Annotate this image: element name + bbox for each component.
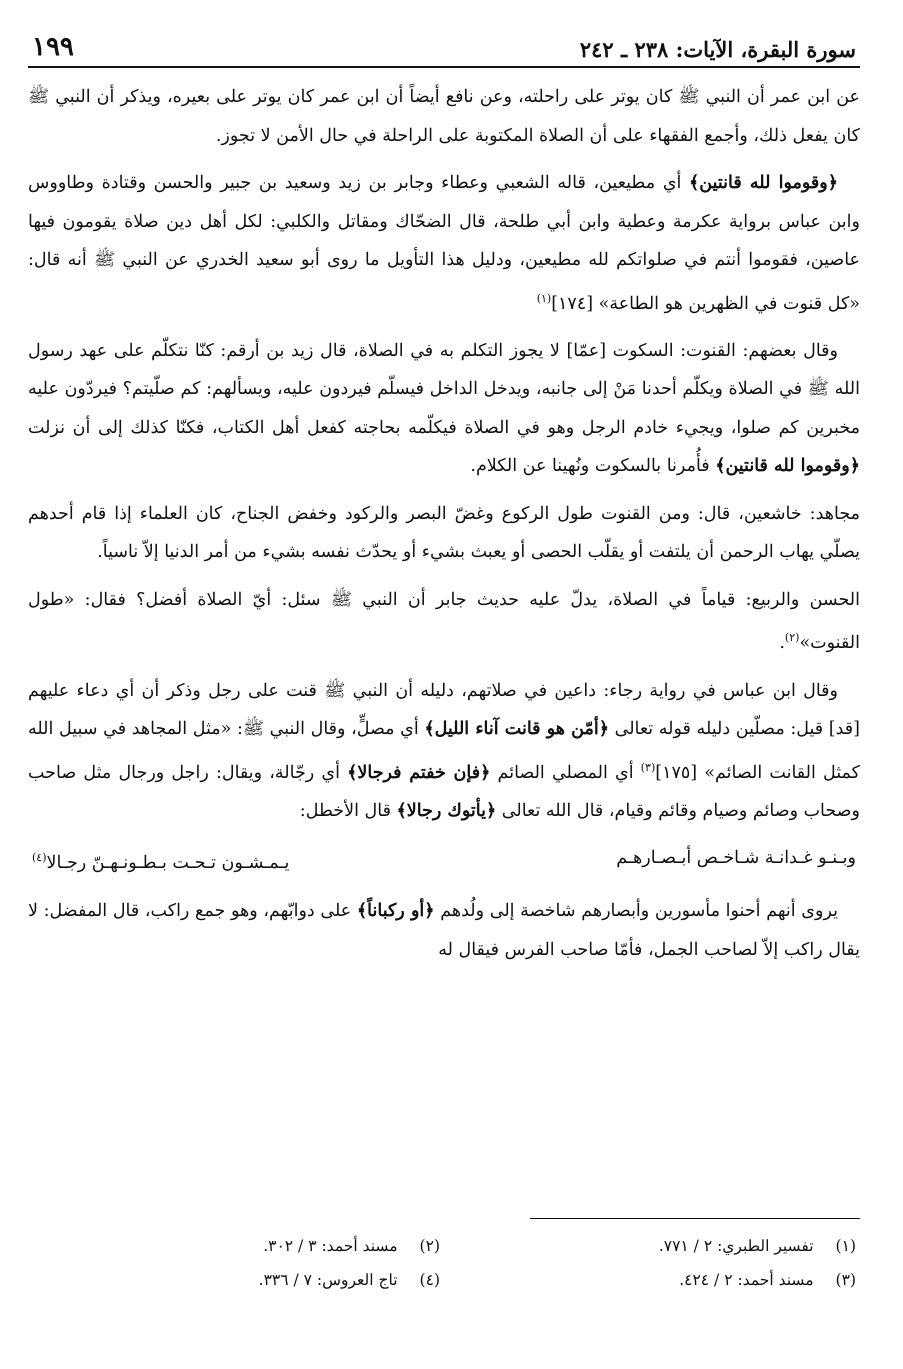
footnote-number: (٤)	[419, 1271, 440, 1289]
paragraph-text: فأُمرنا بالسكوت ونُهينا عن الكلام.	[470, 456, 716, 477]
footnote-1	[444, 1232, 860, 1260]
page-number: ١٩٩	[32, 32, 74, 62]
verse-hemistich-1: وبـنـو غـدانـة شـاخـص أبـصـارهـم	[616, 848, 856, 869]
paragraph-5	[28, 581, 860, 663]
paragraph-1	[28, 78, 860, 155]
quran-quote: ﴿يأتوك رجالا﴾	[396, 800, 497, 821]
paragraph-2	[28, 164, 860, 323]
paragraph-4	[28, 495, 860, 572]
paragraph-6	[28, 672, 860, 831]
paragraph-text: عن ابن عمر أن النبي ﷺ كان يوتر على راحلته، وعن نافع أيضاً أن ابن عمر كان يوتر على بعيره، ويذكر أن النبي ﷺ كان يفعل ذلك، وأجمع الفقهاء على أن الصلاة المكتوبة على الراحلة في حال الأمن لا تجوز.	[28, 87, 860, 146]
verse-hemistich-2	[32, 839, 289, 882]
main-text	[28, 78, 860, 969]
footnotes	[28, 1232, 860, 1294]
paragraph-text: قال الأخطل:	[299, 800, 397, 821]
poetry-verse	[28, 839, 860, 882]
paragraph-text: وقال ابن عباس في رواية رجاء: داعين في صلاتهم، دليله أن النبي ﷺ قنت على رجل وذكر أن أي دعاء عليهم [قد] قيل: مصلّين دليله قوله تعالى	[28, 680, 860, 740]
quran-quote: ﴿أمّن هو قانت آناء الليل﴾	[424, 719, 609, 740]
footnote-ref: (٣)	[640, 760, 656, 774]
paragraph-text: أي مصلٍّ، وقال النبي ﷺ: «مثل المجاهد في سبيل الله كمثل القانت الصائم» [١٧٥]	[28, 719, 860, 783]
footnote-text: مسند أحمد: ٣ / ٣٠٢.	[263, 1237, 398, 1255]
book-page	[28, 22, 860, 1352]
page-header	[28, 22, 860, 68]
footnote-2	[28, 1232, 444, 1260]
footnote-4	[28, 1266, 444, 1294]
footnote-text: تفسير الطبري: ٢ / ٧٧١.	[658, 1237, 814, 1255]
footnote-number: (٣)	[835, 1271, 856, 1289]
footnote-3	[444, 1266, 860, 1294]
footnote-number: (١)	[835, 1237, 856, 1255]
paragraph-text: الحسن والربيع: قياماً في الصلاة، يدلّ عليه حديث جابر أن النبي ﷺ سئل: أيّ الصلاة أفضل؟ فقال: «طول القنوت»	[28, 589, 860, 654]
verse-hemistich-2-text: يـمـشـون تـحـت بـطـونـهـنّ رجـالا	[46, 853, 290, 874]
quran-quote: ﴿وقوموا لله قانتين﴾	[715, 456, 860, 477]
footnote-ref: (١)	[536, 291, 552, 305]
running-title: سورة البقرة، الآيات: ٢٣٨ ـ ٢٤٢	[579, 37, 856, 62]
paragraph-text: يروى أنهم أحنوا مأسورين وأبصارهم شاخصة إلى ولُدهم	[434, 901, 838, 922]
paragraph-8	[28, 892, 860, 969]
paragraph-text: وقال بعضهم: القنوت: السكوت [عمّا] لا يجوز التكلم به في الصلاة، قال زيد بن أرقم: كنّا نتكلّم على عهد رسول الله ﷺ في الصلاة ويكلّم أحدنا مَنْ إلى جانبه، ويدخل الداخل فيسلّم فيردون عليه، ويسألهم: كم صلّيتم؟ فيردّون عليه مخبرين كم صلوا، ويجيء خادم الرجل وهو في الصلاة فيكلّمه بحاجته كفعل أهل الكتاب، فكنّا كذلك إلى أن نزلت	[28, 340, 860, 438]
paragraph-text: أي المصلي الصائم	[490, 762, 641, 783]
paragraph-text: أي مطيعين، قاله الشعبي وعطاء وجابر بن زيد وسعيد بن جبير والحسن وقتادة وطاووس وابن عباس برواية عكرمة وعطية وابن أبي طلحة، قال الضحّاك ومقاتل والكلبي: لكل أهل دين صلاة يقومون فيها عاصين، فقوموا أنتم في صلواتكم لله مطيعين، ودليل هذا التأويل ما روى أبو سعيد الخدري عن النبي ﷺ أنه قال: «كل قنوت في الظهرين هو الطاعة» [١٧٤]	[28, 173, 860, 314]
paragraph-text: أي رجّالة، ويقال: راجل ورجال مثل صاحب وصحاب وصائم وصيام وقائم وقيام، قال الله تعالى	[28, 762, 860, 821]
quran-quote: ﴿أو ركباناً﴾	[356, 901, 435, 922]
footnote-ref: (٤)	[32, 851, 47, 865]
quran-quote: ﴿فإن خفتم فرجالا﴾	[347, 762, 491, 783]
footnote-number: (٢)	[419, 1237, 440, 1255]
paragraph-text: .	[779, 633, 785, 654]
footnote-text: مسند أحمد: ٢ / ٤٢٤.	[679, 1271, 814, 1289]
footnote-divider	[530, 1218, 860, 1219]
paragraph-text: على دوابّهم، وهو جمع راكب، قال المفضل: لا يقال راكب إلاّ لصاحب الجمل، فأمّا صاحب الفرس فيقال له	[28, 901, 860, 960]
paragraph-3	[28, 332, 860, 486]
footnote-ref: (٢)	[784, 631, 800, 645]
quran-quote: ﴿وقوموا لله قانتين﴾	[689, 173, 838, 193]
footnote-text: تاج العروس: ٧ / ٣٣٦.	[258, 1271, 398, 1289]
paragraph-text: مجاهد: خاشعين، قال: ومن القنوت طول الركوع وغضّ البصر والركود وخفض الجناح، كان العلماء إذا قام أحدهم يصلّي يهاب الرحمن أن يلتفت أو يقلّب الحصى أو يعبث بشيء أو يحدّث نفسه بشيء من أمر الدنيا إلاّ ناسياً.	[28, 503, 860, 563]
